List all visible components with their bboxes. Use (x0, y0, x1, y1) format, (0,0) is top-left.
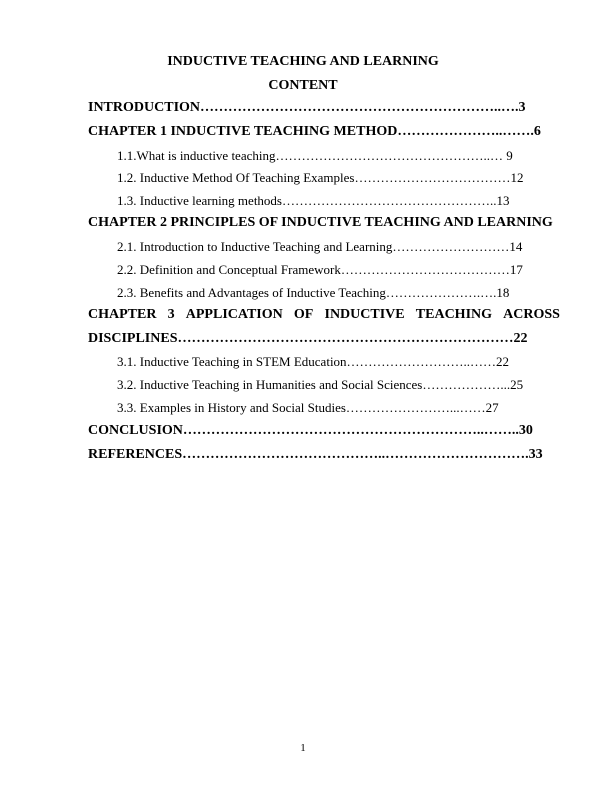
toc-word: CHAPTER (88, 307, 157, 322)
toc-entry-text: 1.2. Inductive Method Of Teaching Examples………………………………12 (117, 170, 524, 185)
toc-word: APPLICATION (185, 307, 283, 322)
toc-entry-3-2[interactable] (117, 377, 560, 393)
toc-entry-text: REFERENCES……………………………………..………………………….33 (88, 447, 543, 462)
toc-word: OF (293, 307, 314, 322)
toc-entry-text: 2.1. Introduction to Inductive Teaching and Learning………………………14 (117, 239, 523, 254)
toc-entry-chapter-3-continued[interactable] (88, 331, 560, 347)
toc-entry-3-3[interactable] (117, 400, 560, 416)
toc-entry-references[interactable] (88, 447, 560, 463)
toc-entry-3-1[interactable] (117, 354, 560, 370)
document-title: INDUCTIVE TEACHING AND LEARNING (167, 54, 439, 69)
toc-word: 3 (167, 307, 175, 322)
toc-entry-conclusion[interactable] (88, 423, 560, 439)
page-number: 1 (300, 742, 306, 754)
toc-entry-1-1[interactable] (117, 148, 560, 164)
toc-entry-2-2[interactable] (117, 262, 560, 278)
toc-entry-text: CHAPTER 2 PRINCIPLES OF INDUCTIVE TEACHING AND LEARNING (88, 215, 553, 230)
toc-entry-chapter-2[interactable] (88, 215, 560, 231)
toc-entry-1-3[interactable] (117, 193, 560, 209)
toc-entry-2-3[interactable] (117, 285, 560, 301)
toc-entry-chapter-1[interactable] (88, 124, 560, 140)
toc-entry-1-2[interactable] (117, 170, 560, 186)
toc-entry-text: INTRODUCTION………………………………………………………..….3 (88, 100, 526, 115)
toc-entry-text: CONCLUSION………………………………………………………..……..30 (88, 423, 533, 438)
toc-entry-text: DISCIPLINES………………………………………………………………22 (88, 331, 528, 346)
toc-entry-text: 3.2. Inductive Teaching in Humanities and Social Sciences………………...25 (117, 377, 524, 392)
toc-entry-text: 1.3. Inductive learning methods…………………………………………..13 (117, 193, 510, 208)
toc-entry-text: CHAPTER 1 INDUCTIVE TEACHING METHOD…………………..…….6 (88, 124, 541, 139)
toc-entry-introduction[interactable] (88, 100, 560, 116)
toc-entry-text: 2.3. Benefits and Advantages of Inductive Teaching………………….….18 (117, 285, 510, 300)
toc-entry-chapter-3[interactable] (88, 307, 560, 323)
toc-word: TEACHING (415, 307, 493, 322)
toc-entry-2-1[interactable] (117, 239, 560, 255)
toc-entry-text: 3.1. Inductive Teaching in STEM Education………………………..……22 (117, 354, 510, 369)
toc-word: ACROSS (503, 307, 560, 322)
toc-entry-text: 1.1.What is inductive teaching…………………………………………..… 9 (117, 148, 513, 163)
toc-entry-text: 3.3. Examples in History and Social Studies……………………...……27 (117, 400, 499, 415)
toc-word: INDUCTIVE (324, 307, 405, 322)
toc-entry-text: 2.2. Definition and Conceptual Framework…………………………………17 (117, 262, 523, 277)
document-subtitle: CONTENT (268, 78, 338, 93)
